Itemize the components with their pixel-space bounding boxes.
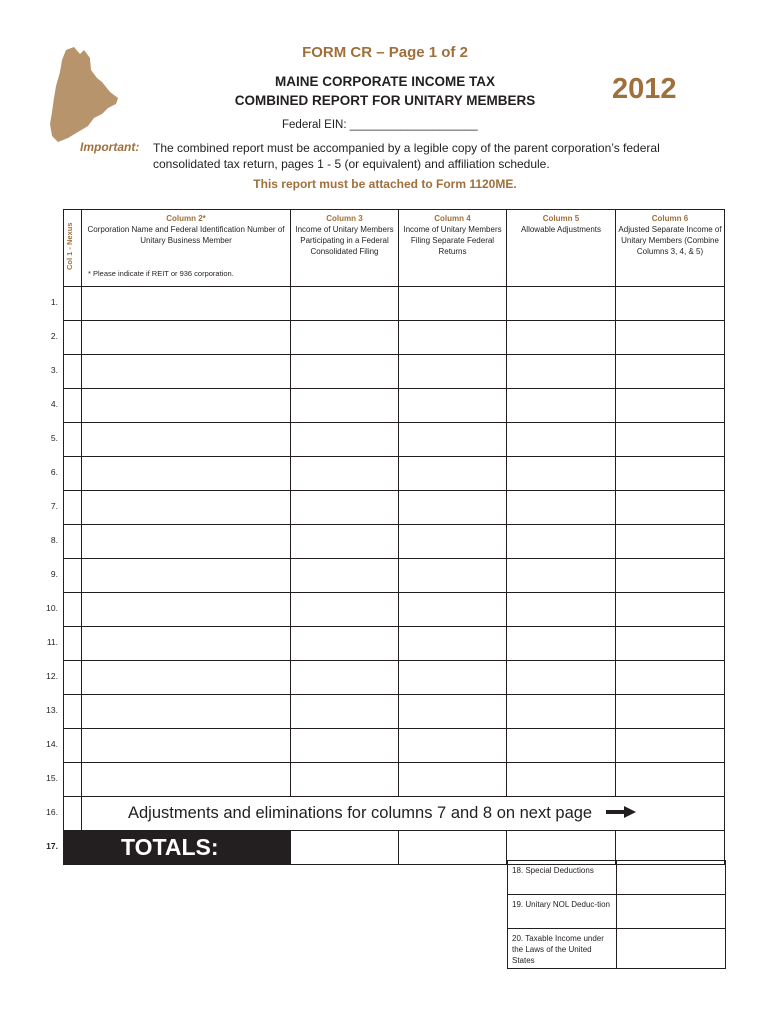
column-2-title: Column 2* [166,214,206,223]
nexus-checkbox[interactable] [64,661,82,695]
nexus-checkbox[interactable] [64,559,82,593]
nexus-checkbox[interactable] [64,593,82,627]
nexus-checkbox[interactable] [64,457,82,491]
nexus-checkbox[interactable] [64,763,82,797]
nexus-checkbox[interactable] [64,627,82,661]
table-row [64,729,725,763]
member-name-input[interactable] [82,661,291,695]
col-3-input[interactable] [291,559,399,593]
adjustments-row [64,797,725,831]
col-4-input[interactable] [399,763,507,797]
table-row [64,423,725,457]
table-row [64,627,725,661]
member-name-input[interactable] [82,287,291,321]
col-3-input[interactable] [291,661,399,695]
table-row [64,321,725,355]
col-3-input[interactable] [291,355,399,389]
row-number: 9. [50,569,58,579]
col-4-input[interactable] [399,593,507,627]
col-4-input[interactable] [399,559,507,593]
col-6-input[interactable] [616,287,725,321]
col-4-input[interactable] [399,321,507,355]
col-5-input[interactable] [507,525,616,559]
col-4-input[interactable] [399,457,507,491]
nexus-header [64,210,82,287]
member-name-input[interactable] [82,695,291,729]
column-3-header [291,210,399,287]
line-20-label: 20. Taxable Income under the Laws of the United States [508,929,617,969]
col-5-input[interactable] [507,627,616,661]
line-18-row [508,861,726,895]
row-number: 12. [46,671,58,681]
member-name-input[interactable] [82,729,291,763]
col-3-input[interactable] [291,491,399,525]
row-number: 2. [50,331,58,341]
col-5-input[interactable] [507,389,616,423]
line-19-input[interactable] [617,895,726,929]
nexus-checkbox[interactable] [64,491,82,525]
column-4-header [399,210,507,287]
adjustments-text: Adjustments and eliminations for columns 7 and 8 on next page [128,803,593,822]
col-3-input[interactable] [291,287,399,321]
column-5-desc: Allowable Adjustments [520,225,602,234]
row-number: 10. [46,603,58,613]
attach-note: This report must be attached to Form 1120ME. [253,177,517,191]
line-18-input[interactable] [617,861,726,895]
table-row [64,695,725,729]
federal-ein-field[interactable]: Federal EIN: ____________________ [282,119,478,131]
col-4-input[interactable] [399,729,507,763]
row-number: 3. [50,365,58,375]
row-number-17: 17. [46,841,58,851]
form-title: FORM CR – Page 1 of 2 [302,44,468,61]
col-3-input[interactable] [291,525,399,559]
table-row [64,491,725,525]
col-3-input[interactable] [291,389,399,423]
column-2-desc: Corporation Name and Federal Identification Number of Unitary Business Member [87,225,285,245]
col-4-input[interactable] [399,661,507,695]
main-title [190,72,580,110]
col-3-input[interactable] [291,593,399,627]
column-4-desc: Income of Unitary Members Filing Separate Federal Returns [403,225,502,256]
col-3-input[interactable] [291,763,399,797]
col-4-input[interactable] [399,491,507,525]
member-name-input[interactable] [82,321,291,355]
important-text: The combined report must be accompanied by a legible copy of the parent corporation’s federal consolidated tax return, pages 1 - 5 (or equivalent) and affiliation schedule. [153,141,660,171]
col-5-input[interactable] [507,287,616,321]
col-6-input[interactable] [616,525,725,559]
col-4-input[interactable] [399,287,507,321]
nexus-checkbox[interactable] [64,321,82,355]
row-number-16: 16. [46,807,58,817]
row-number: 8. [50,535,58,545]
col-6-input[interactable] [616,695,725,729]
row-number: 1. [50,297,58,307]
row-number: 13. [46,705,58,715]
col-5-input[interactable] [507,729,616,763]
col-6-input[interactable] [616,389,725,423]
row-number: 11. [46,637,58,647]
col-6-input[interactable] [616,491,725,525]
column-6-desc: Adjusted Separate Income of Unitary Members (Combine Columns 3, 4, & 5) [618,225,722,256]
column-3-desc: Income of Unitary Members Participating in a Federal Consolidated Filing [295,225,394,256]
col-4-input[interactable] [399,423,507,457]
totals-label: TOTALS: [64,831,291,865]
nexus-label: Col 1 - Nexus [65,222,74,270]
col-3-input[interactable] [291,423,399,457]
col-5-input[interactable] [507,321,616,355]
member-name-input[interactable] [82,457,291,491]
header-row [64,210,725,287]
line-19-label: 19. Unitary NOL Deduc-tion [508,895,617,929]
nexus-checkbox[interactable] [64,695,82,729]
column-5-header [507,210,616,287]
col-5-input[interactable] [507,491,616,525]
member-name-input[interactable] [82,627,291,661]
table-row [64,355,725,389]
col-3-input[interactable] [291,321,399,355]
row-number: 15. [46,773,58,783]
column-6-header [616,210,725,287]
col-5-input[interactable] [507,355,616,389]
col-5-input[interactable] [507,593,616,627]
table-row [64,525,725,559]
line-18-label: 18. Special Deductions [508,861,617,895]
col-5-input[interactable] [507,423,616,457]
nexus-checkbox[interactable] [64,423,82,457]
table-row [64,661,725,695]
member-name-input[interactable] [82,593,291,627]
col-6-input[interactable] [616,661,725,695]
col-5-input[interactable] [507,763,616,797]
col-6-input[interactable] [616,457,725,491]
col-6-input[interactable] [616,355,725,389]
col-4-input[interactable] [399,695,507,729]
member-name-input[interactable] [82,763,291,797]
col-6-input[interactable] [616,763,725,797]
col-6-input[interactable] [616,559,725,593]
line-19-row [508,895,726,929]
column-6-title: Column 6 [651,214,689,223]
important-label: Important: [80,140,140,154]
col-3-input[interactable] [291,627,399,661]
col-6-input[interactable] [616,729,725,763]
title-line-1: MAINE CORPORATE INCOME TAX [274,74,495,89]
col-4-input[interactable] [399,627,507,661]
table-row [64,763,725,797]
column-4-title: Column 4 [434,214,471,223]
col-5-input[interactable] [507,457,616,491]
member-name-input[interactable] [82,559,291,593]
nexus-checkbox[interactable] [64,389,82,423]
member-name-input[interactable] [82,355,291,389]
col-4-input[interactable] [399,355,507,389]
column-3-title: Column 3 [326,214,363,223]
col-3-input[interactable] [291,695,399,729]
line-20-input[interactable] [617,929,726,969]
col-6-input[interactable] [616,423,725,457]
row-number: 6. [50,467,58,477]
nexus-checkbox[interactable] [64,287,82,321]
member-name-input[interactable] [82,491,291,525]
col-6-input[interactable] [616,593,725,627]
row-number: 5. [50,433,58,443]
member-name-input[interactable] [82,525,291,559]
nexus-checkbox[interactable] [64,525,82,559]
row-number: 14. [46,739,58,749]
title-line-2: COMBINED REPORT FOR UNITARY MEMBERS [234,93,536,108]
col-4-input[interactable] [399,389,507,423]
column-2-note: * Please indicate if REIT or 936 corporation. [88,269,234,278]
table-row [64,457,725,491]
member-name-input[interactable] [82,423,291,457]
table-row [64,389,725,423]
deductions-table [507,860,726,969]
col-5-input[interactable] [507,695,616,729]
member-name-input[interactable] [82,389,291,423]
line-20-row [508,929,726,969]
col-4-input[interactable] [399,525,507,559]
row-number: 7. [50,501,58,511]
column-2-header [82,210,291,287]
table-row [64,287,725,321]
col-3-input[interactable] [291,729,399,763]
adjustments-note [82,797,725,831]
tax-year: 2012 [612,73,677,105]
col-6-input[interactable] [616,627,725,661]
totals-col-4-input[interactable] [399,831,507,865]
right-arrow-icon [606,804,636,823]
col-5-input[interactable] [507,559,616,593]
table-row [64,559,725,593]
totals-col-3-input[interactable] [291,831,399,865]
row-number: 4. [50,399,58,409]
nexus-checkbox[interactable] [64,729,82,763]
nexus-checkbox[interactable] [64,355,82,389]
col-6-input[interactable] [616,321,725,355]
table-row [64,593,725,627]
combined-report-table [63,209,725,865]
col-3-input[interactable] [291,457,399,491]
col-5-input[interactable] [507,661,616,695]
row-16-nexus-cell [64,797,82,831]
column-5-title: Column 5 [542,214,580,223]
